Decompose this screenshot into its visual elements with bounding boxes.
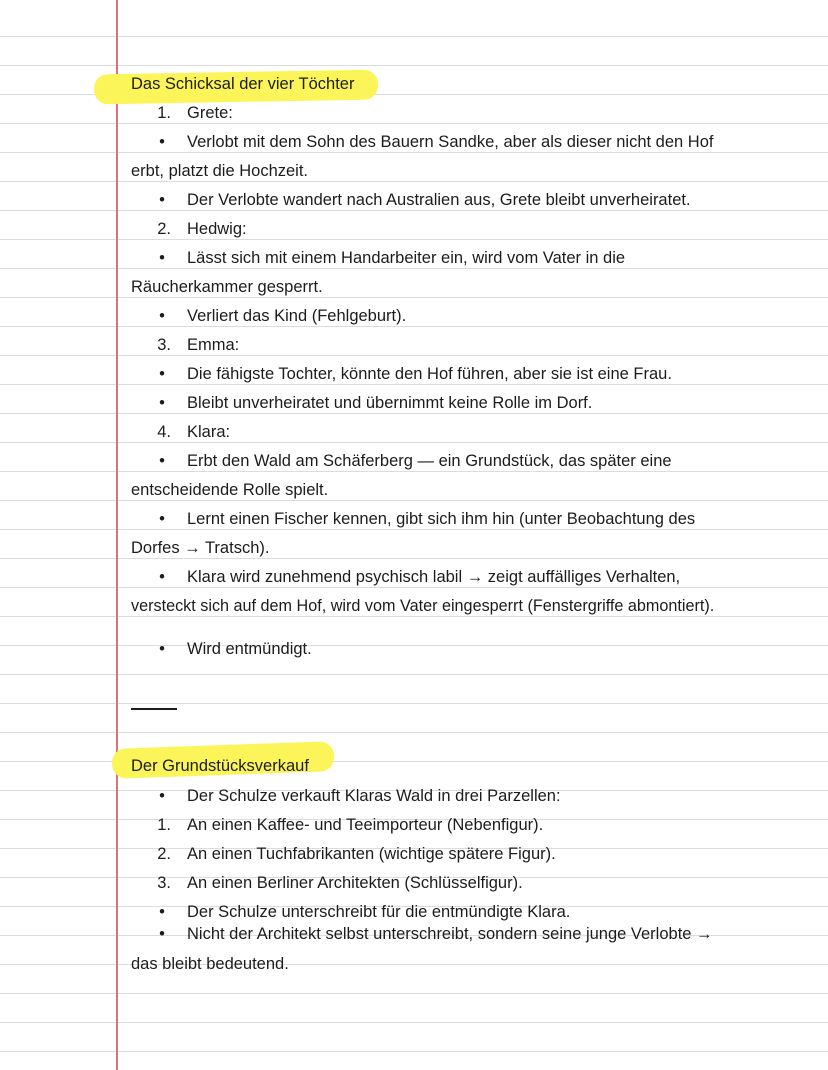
bullet-marker: • [159, 249, 165, 267]
list-marker: 2. [157, 845, 171, 863]
bullet-marker: • [159, 787, 165, 805]
list-item-text: Bleibt unverheiratet und übernimmt keine Rolle im Dorf. [187, 394, 593, 412]
notebook-margin-line [116, 0, 118, 1070]
list-item-text: Verliert das Kind (Fehlgeburt). [187, 307, 407, 325]
list-item-continuation: entscheidende Rolle spielt. [131, 481, 329, 499]
bullet-marker: • [159, 394, 165, 412]
list-marker: 2. [157, 220, 171, 238]
bullet-marker: • [159, 365, 165, 383]
section-title: Der Grundstücksverkauf [131, 757, 309, 775]
bullet-marker: • [159, 191, 165, 209]
list-item-text: An einen Kaffee- und Teeimporteur (Nebenfigur). [187, 816, 544, 834]
list-item-text: An einen Tuchfabrikanten (wichtige spätere Figur). [187, 845, 556, 863]
list-marker: 4. [157, 423, 171, 441]
section-divider [131, 708, 177, 710]
list-item-text: Der Verlobte wandert nach Australien aus, Grete bleibt unverheiratet. [187, 191, 691, 209]
list-item-text: An einen Berliner Architekten (Schlüsselfigur). [187, 874, 523, 892]
bullet-marker: • [159, 133, 165, 151]
bullet-marker: • [159, 903, 165, 921]
section-heading [131, 756, 828, 776]
list-item-text: Der Schulze verkauft Klaras Wald in drei Parzellen: [187, 787, 561, 805]
list-item-continuation: versteckt sich auf dem Hof, wird vom Vater eingesperrt (Fenstergriffe abmontiert). [131, 597, 715, 615]
list-marker: 3. [157, 874, 171, 892]
section-heading [131, 74, 828, 94]
list-item-text: Klara wird zunehmend psychisch labil → zeigt auffälliges Verhalten, [187, 568, 681, 586]
list-item-text: Grete: [187, 104, 233, 122]
list-item-text: Lässt sich mit einem Handarbeiter ein, wird vom Vater in die [187, 249, 626, 267]
list-item-continuation: Räucherkammer gesperrt. [131, 278, 323, 296]
list-item-text: Lernt einen Fischer kennen, gibt sich ihm hin (unter Beobachtung des [187, 510, 696, 528]
list-item-text: Hedwig: [187, 220, 247, 238]
section-title: Das Schicksal der vier Töchter [131, 75, 355, 93]
bullet-marker: • [159, 640, 165, 658]
bullet-marker: • [159, 510, 165, 528]
list-item-continuation: erbt, platzt die Hochzeit. [131, 162, 309, 180]
list-item-text: Emma: [187, 336, 240, 354]
list-item-text: Der Schulze unterschreibt für die entmündigte Klara. [187, 903, 571, 921]
list-item-continuation: das bleibt bedeutend. [131, 955, 289, 973]
list-item-text: Die fähigste Tochter, könnte den Hof führen, aber sie ist eine Frau. [187, 365, 672, 383]
bullet-marker: • [159, 452, 165, 470]
bullet-marker: • [159, 307, 165, 325]
list-marker: 3. [157, 336, 171, 354]
list-item-text: Verlobt mit dem Sohn des Bauern Sandke, aber als dieser nicht den Hof [187, 133, 714, 151]
list-marker: 1. [157, 816, 171, 834]
bullet-marker: • [159, 925, 165, 943]
list-item-text: Wird entmündigt. [187, 640, 312, 658]
list-item-text: Klara: [187, 423, 231, 441]
list-item-continuation: Dorfes → Tratsch). [131, 539, 270, 557]
list-item-text: Erbt den Wald am Schäferberg — ein Grundstück, das später eine [187, 452, 672, 470]
bullet-marker: • [159, 568, 165, 586]
list-item-text: Nicht der Architekt selbst unterschreibt, sondern seine junge Verlobte → [187, 925, 713, 943]
list-marker: 1. [157, 104, 171, 122]
